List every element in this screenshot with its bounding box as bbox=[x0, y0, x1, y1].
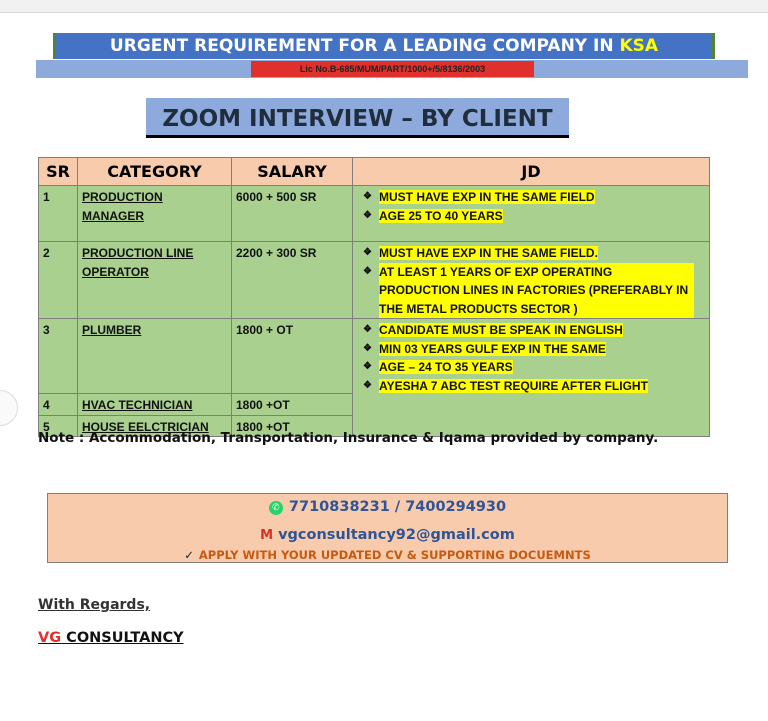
jd-cell bbox=[353, 242, 710, 319]
header-jd: JD bbox=[353, 158, 710, 186]
apply-text: APPLY WITH YOUR UPDATED CV & SUPPORTING DOCUEMNTS bbox=[198, 548, 591, 562]
jd-text: MUST HAVE EXP IN THE SAME FIELD bbox=[379, 190, 595, 204]
salary-cell: 6000 + 500 SR bbox=[232, 186, 353, 242]
jd-item bbox=[379, 244, 706, 263]
jd-cell bbox=[353, 319, 710, 437]
jd-text: AGE – 24 TO 35 YEARS bbox=[379, 360, 513, 374]
jd-item bbox=[379, 207, 706, 226]
category-cell bbox=[78, 186, 232, 242]
category-cell bbox=[78, 319, 232, 394]
contact-box bbox=[47, 493, 728, 563]
interview-heading: ZOOM INTERVIEW – BY CLIENT bbox=[146, 98, 569, 138]
jd-item bbox=[379, 263, 706, 319]
table-row bbox=[39, 319, 710, 394]
benefits-note: Note : Accommodation, Transportation, Insurance & Iqama provided by company. bbox=[38, 430, 659, 446]
header-salary: SALARY bbox=[232, 158, 353, 186]
jd-item bbox=[379, 321, 706, 340]
apply-row bbox=[48, 548, 727, 562]
category-line: HVAC TECHNICIAN bbox=[82, 398, 193, 412]
jd-text: AT LEAST 1 YEARS OF EXP OPERATING PRODUCTION LINES IN FACTORIES (PREFERABLY IN THE METAL PRODUCTS SECTOR ) bbox=[379, 263, 694, 319]
category-cell bbox=[78, 242, 232, 319]
salary-cell: 1800 + OT bbox=[232, 319, 353, 394]
banner-title-text: URGENT REQUIREMENT FOR A LEADING COMPANY IN bbox=[109, 36, 620, 56]
table-row bbox=[39, 242, 710, 319]
phone-row bbox=[48, 499, 727, 515]
salary-cell: 2200 + 300 SR bbox=[232, 242, 353, 319]
jd-text: AGE 25 TO 40 YEARS bbox=[379, 208, 503, 223]
salary-cell: 1800 +OT bbox=[232, 415, 353, 437]
jd-item bbox=[379, 340, 706, 359]
banner-title bbox=[53, 33, 715, 59]
jd-text: CANDIDATE MUST BE SPEAK IN ENGLISH bbox=[379, 323, 623, 337]
jd-text: AYESHA 7 ABC TEST REQUIRE AFTER FLIGHT bbox=[379, 378, 648, 393]
signature-vg: VG bbox=[38, 630, 62, 646]
sr-cell: 4 bbox=[39, 394, 78, 416]
viewer-toolbar bbox=[0, 0, 768, 13]
gmail-icon: M bbox=[260, 528, 274, 543]
category-line: OPERATOR bbox=[82, 264, 149, 279]
sr-cell: 3 bbox=[39, 319, 78, 394]
salary-cell: 1800 +OT bbox=[232, 394, 353, 416]
table-header-row bbox=[39, 158, 710, 186]
category-line: PRODUCTION bbox=[82, 190, 163, 204]
whatsapp-icon: ✆ bbox=[269, 501, 283, 515]
jd-text: MUST HAVE EXP IN THE SAME FIELD. bbox=[379, 246, 598, 260]
phone-numbers[interactable]: 7710838231 / 7400294930 bbox=[288, 499, 507, 515]
jd-cell bbox=[353, 186, 710, 242]
checkmark-icon: ✓ bbox=[184, 548, 194, 562]
jd-text: MIN 03 YEARS GULF EXP IN THE SAME bbox=[379, 341, 606, 356]
sr-cell: 1 bbox=[39, 186, 78, 242]
table-row bbox=[39, 186, 710, 242]
sr-cell: 5 bbox=[39, 415, 78, 437]
signature-rest: CONSULTANCY bbox=[61, 630, 184, 646]
company-signature bbox=[38, 630, 184, 646]
jd-item bbox=[379, 377, 706, 396]
email-address[interactable]: vgconsultancy92@gmail.com bbox=[278, 527, 515, 543]
category-cell bbox=[78, 394, 232, 416]
header-sr: SR bbox=[39, 158, 78, 186]
sr-cell: 2 bbox=[39, 242, 78, 319]
jd-item bbox=[379, 188, 706, 207]
jd-item bbox=[379, 358, 706, 377]
category-line: PLUMBER bbox=[82, 323, 142, 337]
closing-regards: With Regards, bbox=[38, 597, 151, 613]
category-line: PRODUCTION LINE bbox=[82, 246, 194, 260]
category-line: HOUSE EELCTRICIAN bbox=[82, 419, 209, 434]
category-line: MANAGER bbox=[82, 208, 144, 223]
license-number: Lic No.B-685/MUM/PART/1000+/5/8136/2003 bbox=[251, 61, 534, 77]
side-nav-button[interactable] bbox=[0, 390, 18, 426]
header-category: CATEGORY bbox=[78, 158, 232, 186]
requirements-table bbox=[38, 157, 710, 437]
banner-title-ksa: KSA bbox=[619, 36, 659, 56]
email-row bbox=[48, 527, 727, 543]
